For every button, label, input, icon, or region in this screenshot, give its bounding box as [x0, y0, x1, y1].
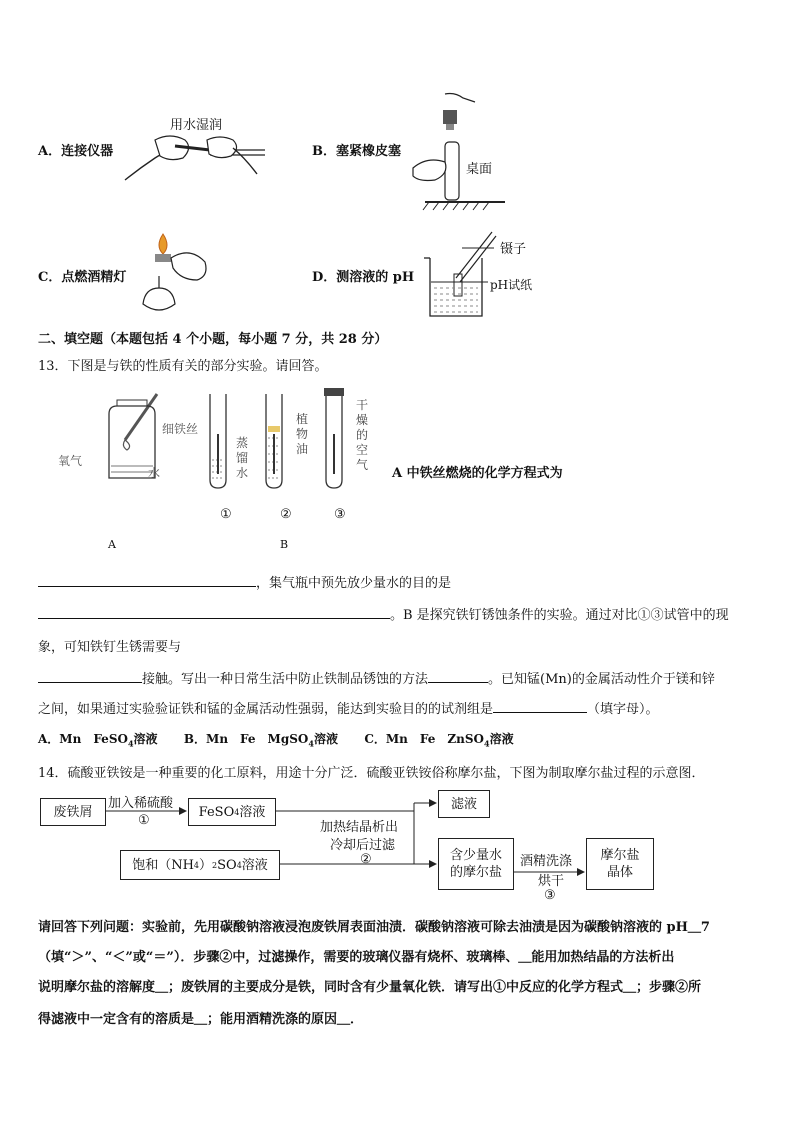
q13-text-1: ，集气瓶中预先放少量水的目的是: [256, 576, 452, 591]
choice-a: A．Mn FeSO: [38, 732, 128, 746]
nh4-text: 饱和（NH: [132, 857, 194, 873]
choice-c-tail: 溶液: [489, 732, 514, 746]
step1-label: 加入稀硫酸: [108, 796, 174, 811]
q14-stem: 14．硫酸亚铁铵是一种重要的化工原料，用途十分广泛．硫酸亚铁铵俗称摩尔盐，下图为制取摩尔盐过程的示意图．: [38, 766, 705, 781]
choice-b-tail: 溶液: [313, 732, 338, 746]
oxygen-label: 氧气: [58, 454, 83, 468]
q13-text-5b: （填字母）。: [587, 702, 659, 717]
figure-b-caption: B: [280, 538, 289, 551]
option-a-note: 用水湿润: [170, 118, 223, 133]
wet-salt-line-1: 含少量水: [449, 848, 502, 863]
option-d-label: D．测溶液的 pH: [312, 270, 415, 285]
step2-number: ②: [360, 852, 372, 867]
choice-b: B．Mn Fe MgSO: [183, 732, 309, 746]
q13-text-2: 。B 是探究铁钉锈蚀条件的实验。通过对比①③试管中的现: [390, 608, 729, 623]
q13-text-5a: 之间，如果通过实验验证铁和锰的金属活动性强弱，能达到实验目的的试剂组是: [38, 702, 494, 717]
choice-a-tail: 溶液: [133, 732, 158, 746]
q14-line-2: （填“＞”、“＜”或“＝”）．步骤②中，过滤操作，需要的玻璃仪器有烧杯、玻璃棒、＿能用加热结晶的方法析出: [38, 950, 675, 965]
q14-line-1: 请回答下列问题：实验前，先用碳酸钠溶液浸泡废铁屑表面油渍．碳酸钠溶液可除去油渍是因为碳酸钠溶液的 pH＿7: [38, 920, 710, 935]
crystal-line-1: 摩尔盐: [600, 848, 640, 863]
iron-wire-label: 细铁丝: [162, 422, 199, 436]
step1-number: ①: [138, 813, 150, 828]
nh4-sub1: 4: [193, 860, 199, 870]
wet-salt-line-2: 的摩尔盐: [449, 865, 502, 880]
q13-stem: 13．下图是与铁的性质有关的部分实验。请回答。: [38, 359, 328, 374]
q14-line-3: 说明摩尔盐的溶解度＿；废铁屑的主要成分是铁，同时含有少量氧化铁．请写出①中反应的化学方程式＿；步骤②所: [38, 980, 702, 995]
feso4-text: FeSO: [198, 804, 235, 820]
option-a-label: A．连接仪器: [38, 144, 114, 159]
distilled-water-label: 蒸馏水: [236, 436, 249, 480]
nh4-sub2: 2: [212, 860, 218, 870]
nh4-tail: SO: [217, 857, 237, 873]
feso4-tail: 溶液: [239, 804, 266, 820]
wet-salt-box: [438, 838, 514, 890]
option-d-tweezers-note: 镊子: [500, 242, 527, 257]
option-b-note: 桌面: [466, 162, 493, 177]
waste-iron-box: 废铁屑: [40, 798, 106, 826]
vegetable-oil-label: 植物油: [296, 412, 309, 456]
q13-text-4a: 接触。写出一种日常生活中防止铁制品锈蚀的方法: [142, 672, 429, 687]
option-b-label: B．塞紧橡皮塞: [312, 144, 401, 159]
option-d-ph-paper-note: pH试纸: [490, 278, 533, 292]
nh4-mid: ）: [199, 857, 213, 873]
feso4-box: [188, 798, 276, 826]
ammonium-sulfate-box: [120, 850, 280, 880]
choice-c: C．Mn Fe ZnSO: [364, 732, 484, 746]
step2-label-b: 冷却后过滤: [330, 838, 396, 853]
choice-a-sub: 4: [127, 738, 134, 749]
choice-b-sub: 4: [308, 738, 314, 749]
tube-1-number: ①: [220, 507, 232, 522]
choice-c-sub: 4: [484, 738, 490, 749]
nh4-end: 溶液: [241, 857, 268, 873]
water-label: 水: [148, 466, 161, 480]
feso4-sub: 4: [234, 807, 240, 817]
q13-line-3: 象，可知铁钉生锈需要与: [38, 640, 182, 655]
dry-air-label: 干燥的空气: [356, 398, 369, 472]
q13-text-4b: 。已知锰(Mn)的金属活动性介于镁和锌: [488, 672, 715, 687]
figure-a-caption: A: [108, 538, 116, 551]
tube-2-number: ②: [280, 507, 292, 522]
tube-3-number: ③: [334, 507, 346, 522]
option-c-label: C．点燃酒精灯: [38, 270, 127, 285]
filtrate-box: 滤液: [438, 790, 490, 818]
step3-label-a: 酒精洗涤: [520, 854, 573, 869]
step2-label-a: 加热结晶析出: [320, 820, 399, 835]
crystal-line-2: 晶体: [606, 865, 633, 880]
crystal-box: [586, 838, 654, 890]
nh4-sub3: 4: [236, 860, 242, 870]
q14-line-4: 得滤液中一定含有的溶质是＿；能用酒精洗涤的原因＿．: [38, 1012, 364, 1027]
step3-number: ③: [544, 888, 556, 903]
q13-side-text: A 中铁丝燃烧的化学方程式为: [392, 466, 563, 481]
section-title: 二、填空题（本题包括 4 个小题，每小题 7 分，共 28 分）: [38, 332, 388, 347]
step3-label-b: 烘干: [538, 874, 565, 889]
